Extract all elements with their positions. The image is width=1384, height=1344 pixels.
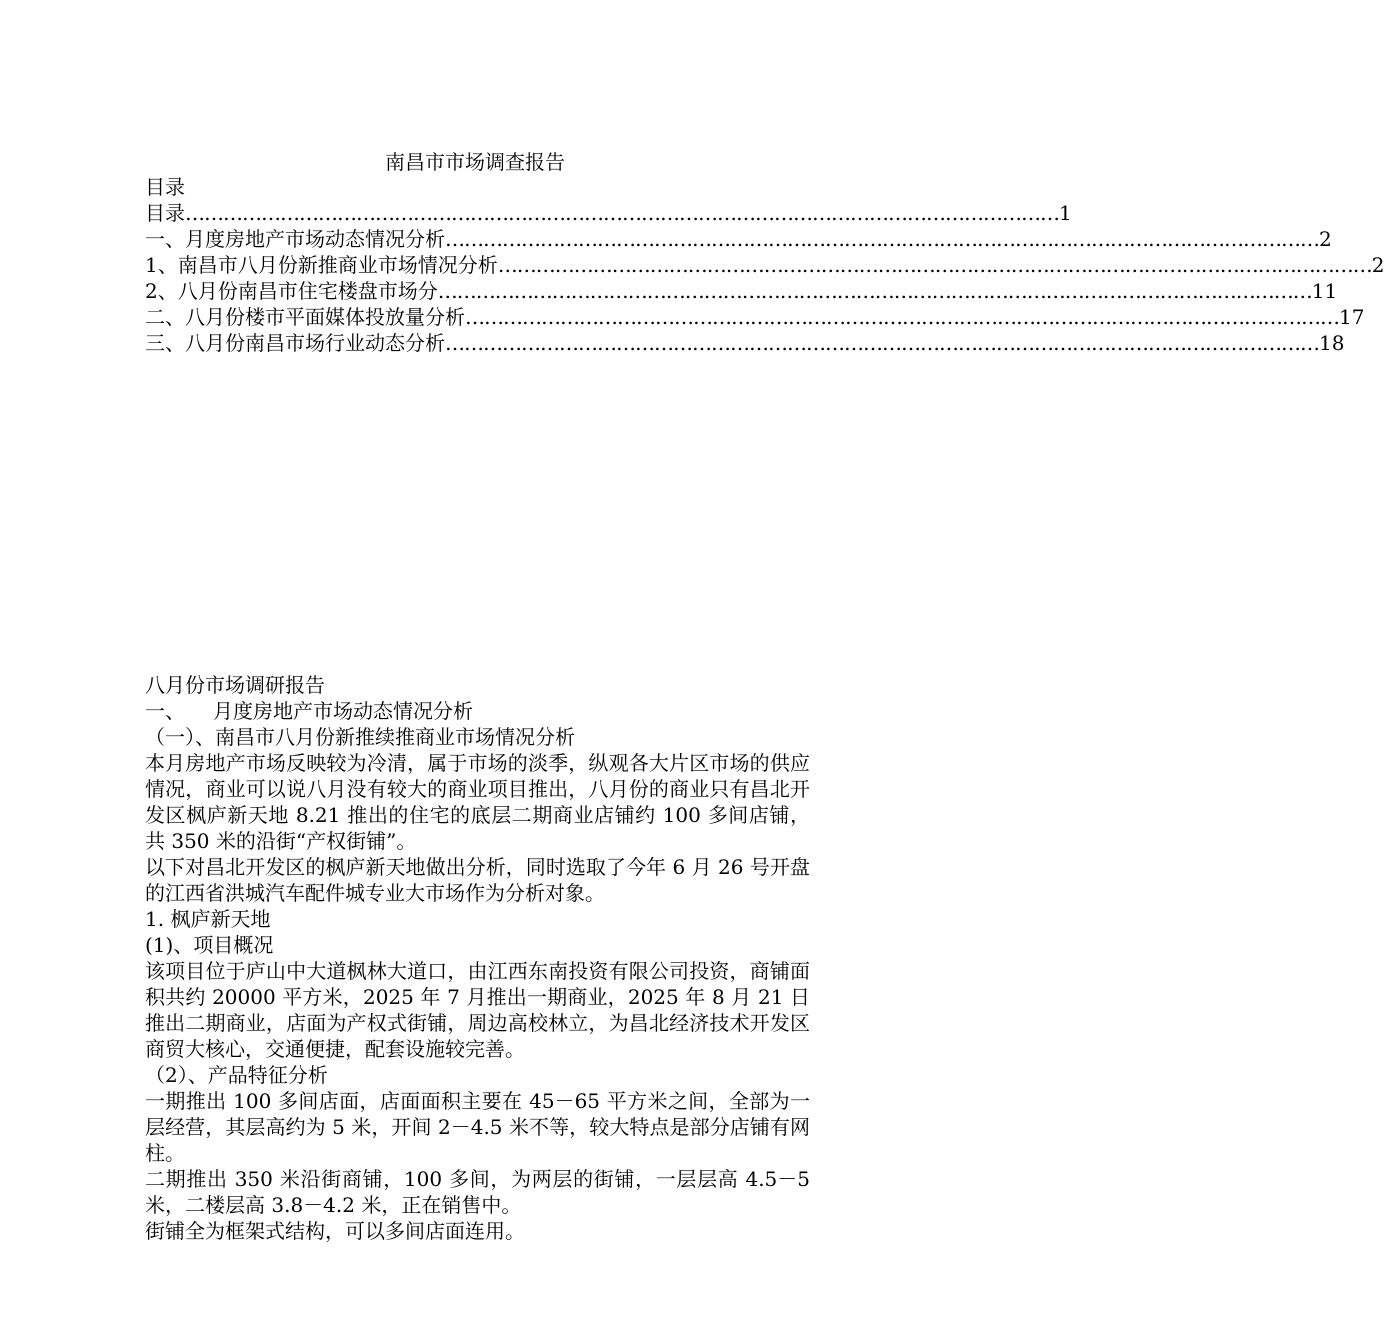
item-heading: 1. 枫庐新天地 (145, 907, 271, 931)
toc-leader-dots: ………………………………………………………………………………………………………………………… (465, 305, 1339, 329)
item-subheading: (1)、项目概况 (145, 933, 274, 957)
toc-entry-page: 1 (1059, 201, 1072, 225)
toc-entry-text: 一、月度房地产市场动态情况分析 (145, 227, 445, 251)
section-heading (145, 698, 810, 724)
toc-entry-text: 1、南昌市八月份新推商业市场情况分析 (145, 253, 498, 277)
paragraph: 一期推出 100 多间店面，店面面积主要在 45－65 平方米之间，全部为一层经营，其层高约为 5 米，开间 2－4.5 米不等，较大特点是部分店铺有网柱。 (145, 1089, 810, 1165)
table-of-contents (145, 174, 1384, 356)
section-title: 月度房地产市场动态情况分析 (213, 699, 473, 723)
report-title: 八月份市场调研报告 (145, 673, 325, 697)
toc-leader-dots: ………………………………………………………………………………………………………………………… (445, 227, 1319, 251)
toc-entry-page: 17 (1339, 305, 1365, 329)
paragraph: 该项目位于庐山中大道枫林大道口，由江西东南投资有限公司投资，商铺面积共约 20000 平方米，2025 年 7 月推出一期商业，2025 年 8 月 21 日推出二期商业，店面为产权式街铺，周边高校林立，为昌北经济技术开发区商贸大核心，交通便捷，配套设施较完善。 (145, 959, 810, 1061)
paragraph: 二期推出 350 米沿街商铺，100 多间，为两层的街铺，一层层高 4.5－5 米，二楼层高 3.8－4.2 米，正在销售中。 (145, 1167, 810, 1217)
toc-entry[interactable] (145, 252, 1384, 278)
toc-entry[interactable] (145, 226, 1332, 252)
paragraph: 街铺全为框架式结构，可以多间店面连用。 (145, 1219, 525, 1243)
section-number: 一、 (145, 699, 185, 723)
toc-leader-dots: ………………………………………………………………………………………………………………………… (497, 253, 1372, 277)
toc-entry[interactable] (145, 330, 1345, 356)
toc-leader-dots: ………………………………………………………………………………………………………………………… (185, 201, 1059, 225)
document-title: 南昌市市场调查报告 (385, 150, 565, 174)
toc-entry-page: 2 (1319, 227, 1332, 251)
item-subheading: （2）、产品特征分析 (145, 1063, 328, 1087)
paragraph: 本月房地产市场反映较为冷清，属于市场的淡季，纵观各大片区市场的供应情况，商业可以说八月没有较大的商业项目推出，八月份的商业只有昌北开发区枫庐新天地 8.21 推出的住宅的底层二期商业店铺约 100 多间店铺，共 350 米的沿街“产权街铺”。 (145, 751, 810, 853)
toc-entry-text: 目录 (145, 201, 185, 225)
toc-leader-dots: ………………………………………………………………………………………………………………………… (445, 331, 1319, 355)
report-body (145, 672, 810, 1244)
toc-entry-page: 2 (1371, 253, 1384, 277)
toc-entry[interactable] (145, 200, 1072, 226)
toc-entry-page: 18 (1319, 331, 1345, 355)
toc-heading: 目录 (145, 175, 185, 199)
toc-entry-text: 2、八月份南昌市住宅楼盘市场分 (145, 279, 438, 303)
toc-entry-text: 三、八月份南昌市场行业动态分析 (145, 331, 445, 355)
toc-leader-dots: ………………………………………………………………………………………………………………………… (437, 279, 1312, 303)
toc-entry[interactable] (145, 278, 1338, 304)
toc-entry-page: 11 (1311, 279, 1338, 303)
subsection-heading: （一）、南昌市八月份新推续推商业市场情况分析 (145, 725, 575, 749)
toc-entry-text: 二、八月份楼市平面媒体投放量分析 (145, 305, 465, 329)
paragraph: 以下对昌北开发区的枫庐新天地做出分析，同时选取了今年 6 月 26 号开盘的江西省洪城汽车配件城专业大市场作为分析对象。 (145, 855, 810, 905)
toc-entry[interactable] (145, 304, 1365, 330)
